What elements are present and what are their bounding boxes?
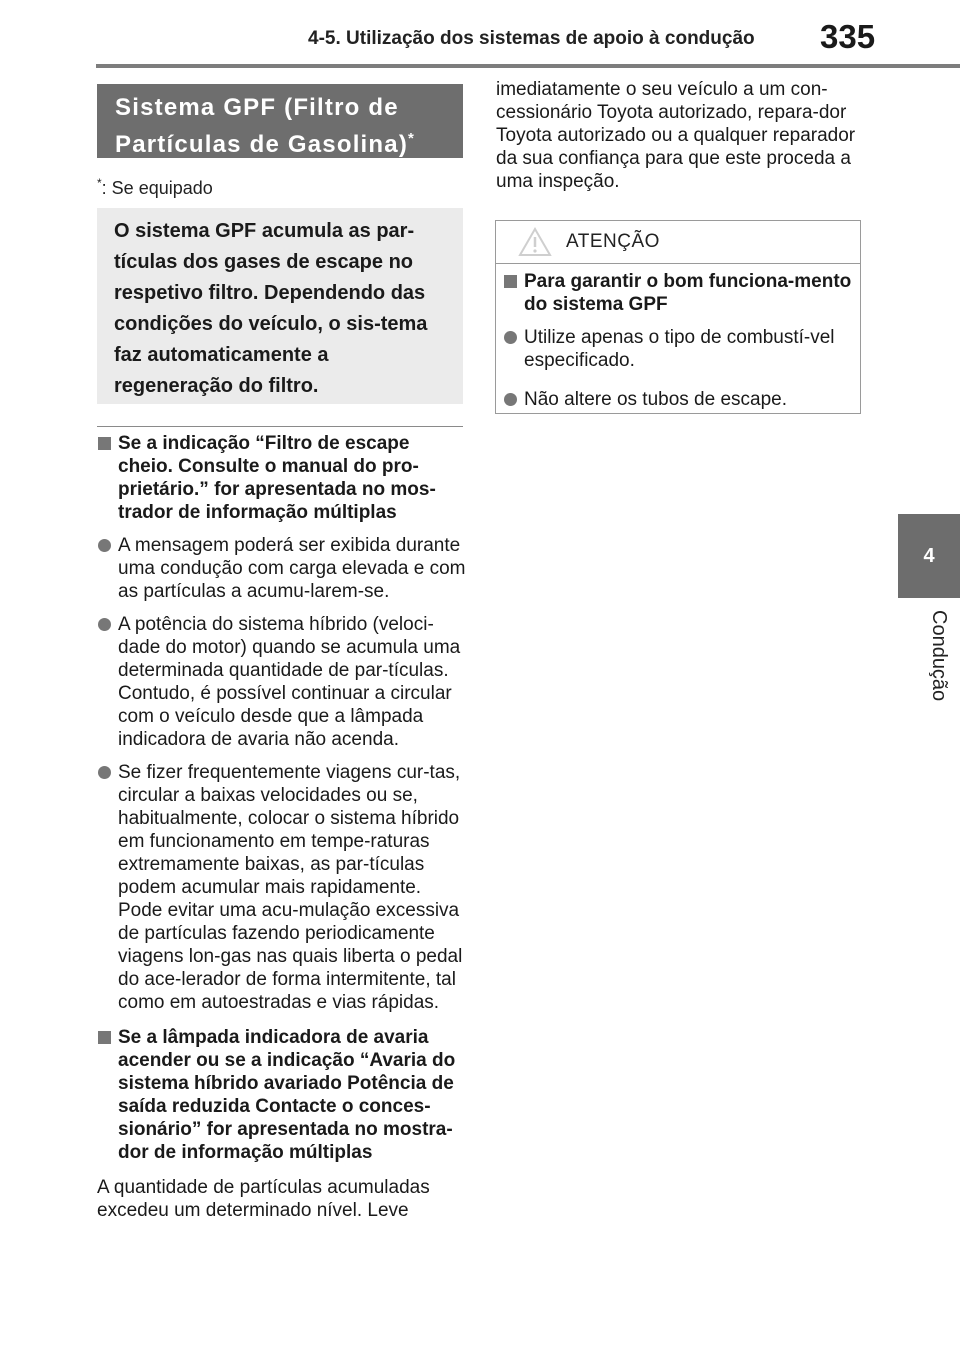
footnote-marker: *	[97, 176, 102, 190]
list-item	[97, 613, 467, 751]
footnote	[97, 176, 213, 199]
chapter-number: 4	[923, 544, 935, 567]
warning-body	[496, 264, 860, 411]
subsection-heading-text: Se a indicação “Filtro de escape cheio. Consulte o manual do pro-prietário.” for apresentada no mos-trador de informação múltiplas	[118, 433, 436, 523]
circle-bullet-icon	[504, 393, 517, 406]
body-paragraph-continued: imediatamente o seu veículo a um con-cessionário Toyota autorizado, repara-dor Toyota autorizado ou a qualquer reparador da sua confiança para que este proceda a uma inspeção.	[496, 79, 856, 192]
chapter-tab	[898, 514, 960, 598]
subsection-heading	[97, 432, 467, 524]
warning-header	[496, 221, 860, 264]
header-rule	[96, 64, 960, 68]
circle-bullet-icon	[98, 618, 111, 631]
right-column	[496, 78, 866, 193]
page-number: 335	[820, 18, 876, 55]
list-item	[503, 388, 860, 411]
circle-bullet-icon	[98, 766, 111, 779]
left-column	[97, 432, 467, 1222]
section-divider	[97, 426, 463, 427]
list-item	[97, 534, 467, 603]
circle-bullet-icon	[98, 539, 111, 552]
chapter-label: Condução	[928, 610, 950, 702]
square-bullet-icon	[98, 437, 111, 450]
section-title: Sistema GPF (Filtro de Partículas de Gasolina)	[115, 94, 409, 158]
list-item	[503, 326, 860, 372]
running-header: 4-5. Utilização dos sistemas de apoio à condução	[308, 28, 755, 49]
banner-footnote-marker: *	[408, 130, 416, 147]
footnote-text: : Se equipado	[101, 178, 213, 198]
subsection-heading	[97, 1026, 467, 1164]
warning-box	[495, 220, 861, 414]
list-item-text: A potência do sistema híbrido (veloci-dade do motor) quando se acumula uma determinada quantidade de par-tículas. Contudo, é possível continuar a circular com o veículo desde que a lâmpada indicadora de avaria não acenda.	[118, 614, 461, 750]
list-item-text: Se fizer frequentemente viagens cur-tas, circular a baixas velocidades ou se, habitualmente, colocar o sistema híbrido em funcionamento em tempe-raturas extremamente baixas, as par-tículas podem acumular mais rapidamente. Pode evitar uma acu-mulação excessiva de partículas fazendo periodicamente viagens lon-gas nas quais liberta o pedal do ace-lerador de forma intermitente, tal como em autoestradas e vias rápidas.	[118, 762, 463, 1013]
circle-bullet-icon	[504, 331, 517, 344]
warning-title: ATENÇÃO	[566, 231, 660, 252]
list-item	[97, 761, 467, 1014]
warning-triangle-icon	[518, 227, 552, 257]
square-bullet-icon	[504, 275, 517, 288]
intro-box	[97, 208, 463, 404]
subsection-heading-text: Se a lâmpada indicadora de avaria acender ou se a indicação “Avaria do sistema híbrido avariado Potência de saída reduzida Contacte o conces-sionário” for apresentada no mostra-dor de informação múltiplas	[118, 1027, 456, 1163]
warning-heading-text: Para garantir o bom funciona-mento do sistema GPF	[524, 271, 852, 315]
warning-heading	[503, 270, 860, 316]
list-item-text: Utilize apenas o tipo de combustí-vel especificado.	[524, 327, 835, 371]
section-title-banner	[97, 84, 463, 158]
square-bullet-icon	[98, 1031, 111, 1044]
intro-text: O sistema GPF acumula as par-tículas dos gases de escape no respetivo filtro. Dependendo das condições do veículo, o sis-tema faz automaticamente a regeneração do filtro.	[114, 220, 428, 397]
list-item-text: Não altere os tubos de escape.	[524, 389, 788, 410]
body-paragraph: A quantidade de partículas acumuladas excedeu um determinado nível. Leve	[97, 1177, 430, 1221]
list-item-text: A mensagem poderá ser exibida durante uma condução com carga elevada e com as partículas a acumu-larem-se.	[118, 535, 466, 602]
